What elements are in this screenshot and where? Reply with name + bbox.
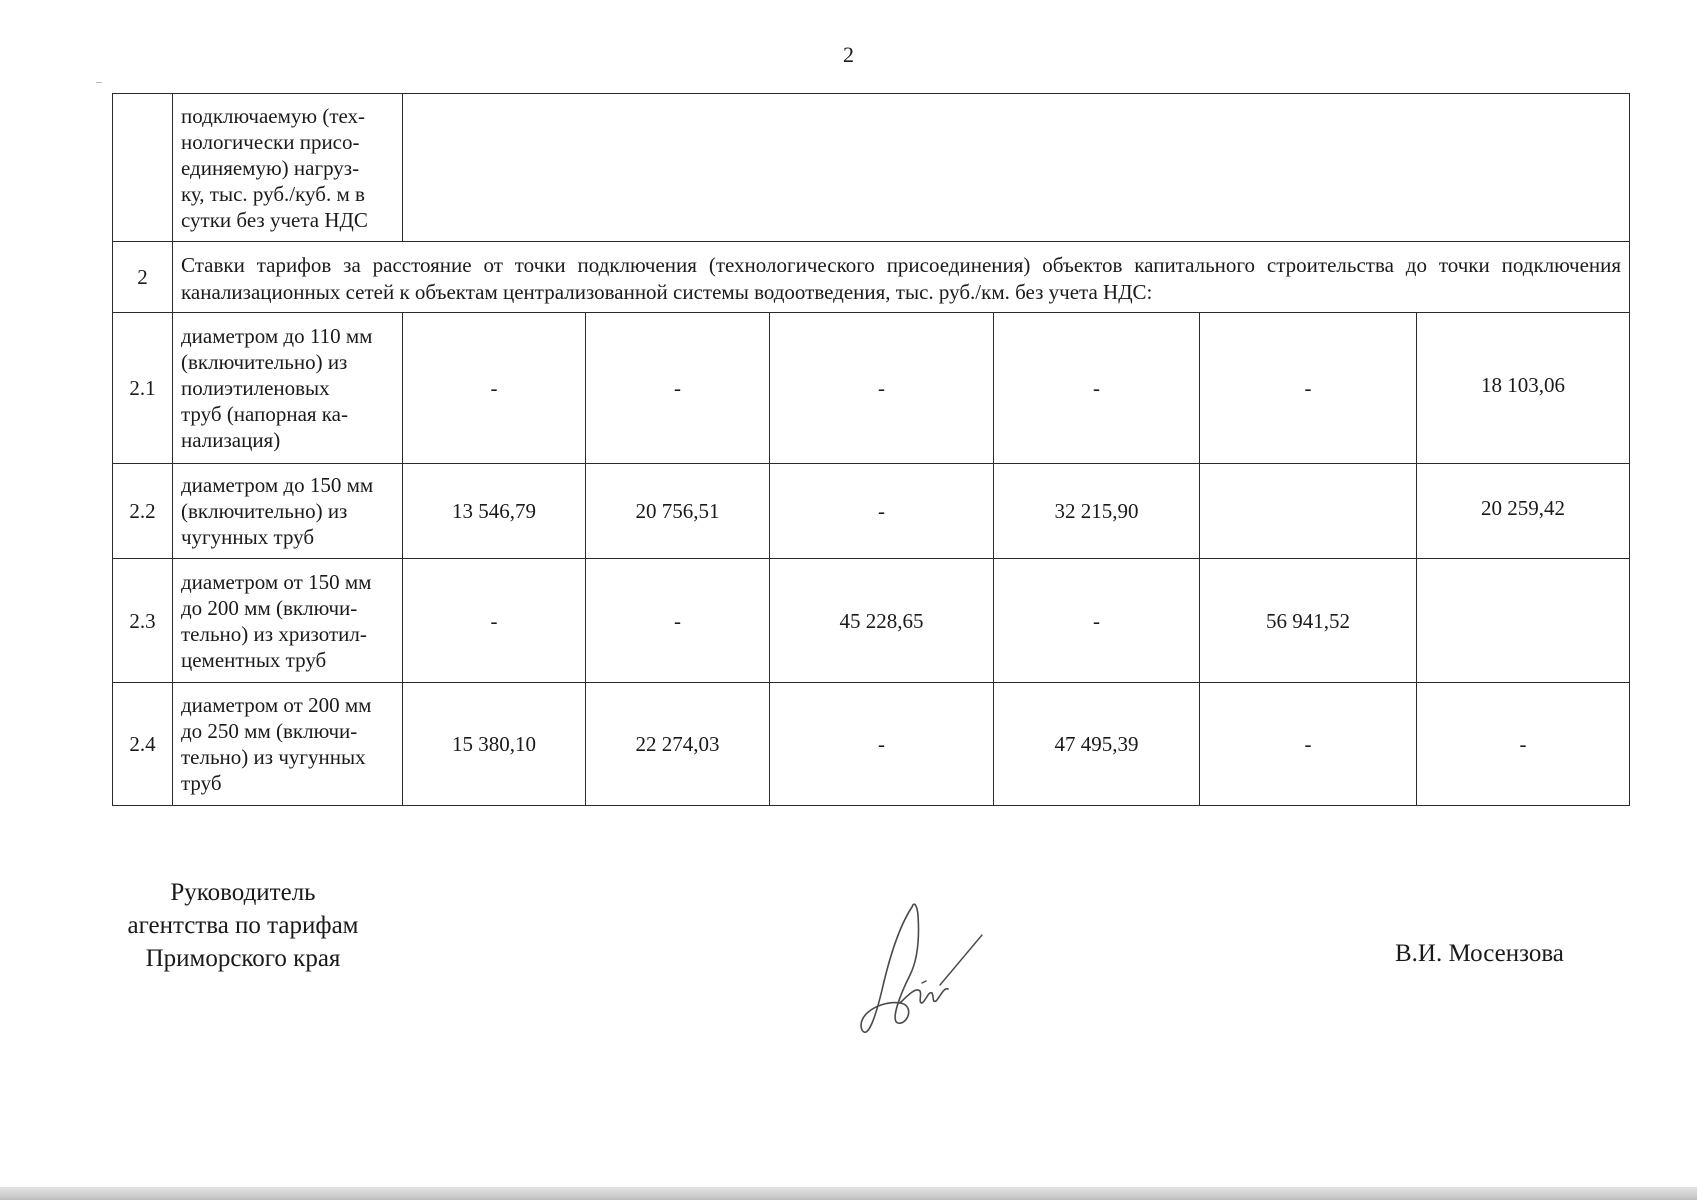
tariff-value (1417, 559, 1630, 683)
handwritten-signature (860, 895, 990, 1045)
description-line: нализация) (181, 428, 281, 452)
description-line: тельно) из хризотил- (181, 621, 367, 646)
row-number: 2.4 (113, 683, 173, 806)
description-line: цементных труб (181, 647, 327, 672)
signatory-title (108, 876, 378, 975)
tariff-value (1200, 464, 1417, 559)
description-line: труб (181, 771, 222, 795)
tariff-value: - (403, 313, 586, 464)
tariff-value: 22 274,03 (586, 683, 770, 806)
tariff-value: 20 756,51 (586, 464, 770, 559)
row-number: 2 (113, 242, 173, 313)
description-line: диаметром до 110 мм (181, 324, 373, 348)
row-number: 2.3 (113, 559, 173, 683)
description-line: диаметром до 150 мм (181, 473, 374, 497)
scan-edge-shadow (0, 1187, 1697, 1200)
description-line: единяемую) нагруз- (181, 155, 360, 180)
description-line: тельно) из чугунных (181, 745, 366, 769)
table-row (113, 94, 1630, 242)
section-heading: Ставки тарифов за расстояние от точки подключения (технологического присоединения) объектов капитального строительства до точки подключения канализационных сетей к объектам централизованной системы водоотведения, тыс. руб./км. без учета НДС: (173, 242, 1630, 313)
tariff-value: - (1417, 683, 1630, 806)
table-row (113, 242, 1630, 313)
tariff-value: 20 259,42 (1417, 464, 1630, 559)
description-line: (включительно) из (181, 499, 348, 523)
scan-artifact (96, 82, 102, 83)
row-number: 2.2 (113, 464, 173, 559)
tariff-value: 15 380,10 (403, 683, 586, 806)
tariff-value: - (1200, 313, 1417, 464)
table-row (113, 464, 1630, 559)
row-description (173, 313, 403, 464)
row-number (113, 94, 173, 242)
signatory-title-line: Приморского края (145, 945, 341, 972)
row-description (173, 94, 403, 242)
tariff-table (112, 93, 1630, 806)
tariff-value: 47 495,39 (994, 683, 1200, 806)
tariff-value: 45 228,65 (770, 559, 994, 683)
row-description (173, 683, 403, 806)
tariff-value: 56 941,52 (1200, 559, 1417, 683)
description-line: подключаемую (тех- (181, 103, 366, 128)
tariff-value: - (770, 683, 994, 806)
tariff-value: 18 103,06 (1417, 313, 1630, 464)
description-line: (включительно) из (181, 350, 348, 374)
description-line: сутки без учета НДС (181, 207, 368, 232)
description-line: до 200 мм (включи- (181, 595, 358, 620)
tariff-value: - (770, 313, 994, 464)
tariff-value: - (586, 559, 770, 683)
signatory-title-line: агентства по тарифам (127, 912, 359, 939)
table-row (113, 683, 1630, 806)
description-line: полиэтиленовых (181, 376, 330, 400)
tariff-value: - (994, 559, 1200, 683)
signatory-name: В.И. Мосензова (1395, 940, 1564, 967)
tariff-value: - (403, 559, 586, 683)
tariff-value: - (770, 464, 994, 559)
description-line: диаметром от 200 мм (181, 693, 372, 717)
empty-merged-cell (403, 94, 1630, 242)
row-number: 2.1 (113, 313, 173, 464)
description-line: труб (напорная ка- (181, 402, 348, 426)
tariff-value: - (586, 313, 770, 464)
description-line: диаметром от 150 мм (181, 569, 372, 594)
tariff-value: - (994, 313, 1200, 464)
description-line: ку, тыс. руб./куб. м в (181, 181, 365, 206)
signatory-title-line: Руководитель (170, 879, 316, 906)
table-row (113, 313, 1630, 464)
row-description (173, 464, 403, 559)
description-line: нологически присо- (181, 129, 360, 154)
tariff-value: 13 546,79 (403, 464, 586, 559)
page-number: 2 (843, 42, 854, 67)
row-description (173, 559, 403, 683)
tariff-value: 32 215,90 (994, 464, 1200, 559)
description-line: до 250 мм (включи- (181, 719, 358, 743)
table-row (113, 559, 1630, 683)
tariff-value: - (1200, 683, 1417, 806)
description-line: чугунных труб (181, 525, 315, 549)
